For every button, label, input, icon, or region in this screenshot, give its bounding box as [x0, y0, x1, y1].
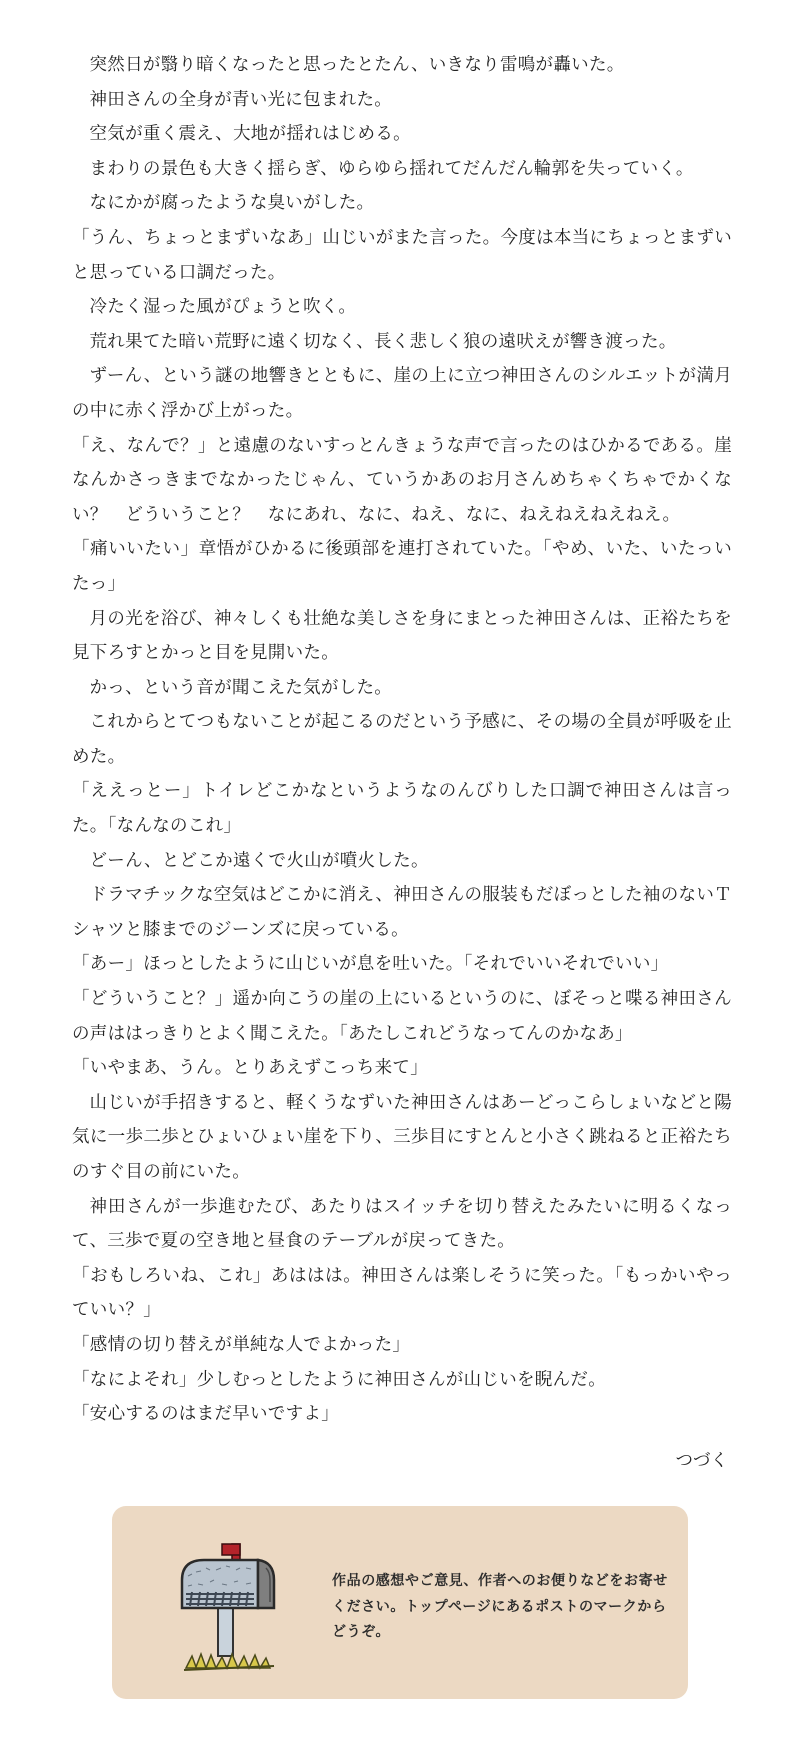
story-paragraph: 突然日が翳り暗くなったと思ったとたん、いきなり雷鳴が轟いた。: [89, 55, 625, 75]
story-paragraph: 神田さんの全身が青い光に包まれた。: [89, 89, 393, 110]
story-paragraph: 「おもしろいね、これ」あははは。神田さんは楽しそうに笑った。「もっかいやっていい？」: [72, 1265, 732, 1321]
feedback-card: [112, 1506, 688, 1699]
story-paragraph: 「いやまあ、うん。とりあえずこっち来て」: [72, 1058, 428, 1079]
story-paragraph: まわりの景色も大きく揺らぎ、ゆらゆら揺れてだんだん輪郭を失っていく。: [89, 158, 694, 179]
story-paragraph: 「あー」ほっとしたように山じいが息を吐いた。「それでいいそれでいい」: [72, 954, 669, 975]
story-paragraph: 月の光を浴び、神々しくも壮絶な美しさを身にまとった神田さんは、正裕たちを見下ろすとかっと目を見開いた。: [72, 608, 732, 664]
story-paragraph: 「どういうこと？」遥か向こうの崖の上にいるというのに、ぼそっと喋る神田さんの声ははっきりとよく聞こえた。「あたしこれどうなってんのかなあ」: [72, 989, 732, 1044]
story-paragraph: 「え、なんで？」と遠慮のないすっとんきょうな声で言ったのはひかるである。崖なんかさっきまでなかったじゃん、ていうかあのお月さんめちゃくちゃでかくない？ どういうこと？ なにあれ、なに、ねえ、なに、ねえねえねえねえ。: [72, 435, 732, 525]
feedback-message: 作品の感想やご意見、作者へのお便りなどをお寄せください。トップページにあるポストのマークからどうぞ。: [332, 1573, 668, 1640]
story-paragraph: 荒れ果てた暗い荒野に遠く切なく、長く悲しく狼の遠吠えが響き渡った。: [89, 331, 677, 352]
story-body: [72, 48, 732, 1432]
story-paragraph: 冷たく湿った風がぴょうと吹く。: [89, 297, 357, 318]
story-paragraph: 神田さんが一歩進むたび、あたりはスイッチを切り替えたみたいに明るくなって、三歩で夏の空き地と昼食のテーブルが戻ってきた。: [72, 1196, 732, 1252]
story-paragraph: かっ、という音が聞こえた気がした。: [89, 677, 393, 698]
story-paragraph: なにかが腐ったような臭いがした。: [89, 193, 375, 214]
continued-label: つづく: [675, 1451, 728, 1471]
mailbox-icon[interactable]: [170, 1528, 290, 1678]
story-paragraph: 「ええっとー」トイレどこかなというようなのんびりした口調で神田さんは言った。「なんなのこれ」: [72, 781, 732, 837]
story-paragraph: ずーん、という謎の地響きとともに、崖の上に立つ神田さんのシルエットが満月の中に赤く浮かび上がった。: [72, 366, 732, 421]
story-paragraph: 「感情の切り替えが単純な人でよかった」: [72, 1334, 411, 1355]
story-paragraph: 「安心するのはまだ早いですよ」: [72, 1404, 339, 1425]
story-paragraph: ドラマチックな空気はどこかに消え、神田さんの服装もだぼっとした袖のないＴシャツと膝までのジーンズに戻っている。: [72, 885, 732, 940]
story-paragraph: 「痛いいたい」章悟がひかるに後頭部を連打されていた。「やめ、いた、いたっいたっ」: [72, 539, 732, 594]
story-paragraph: どーん、とどこか遠くで火山が噴火した。: [89, 850, 429, 871]
story-paragraph: 山じいが手招きすると、軽くうなずいた神田さんはあーどっこらしょいなどと陽気に一歩二歩とひょいひょい崖を下り、三歩目にすとんと小さく跳ねると正裕たちのすぐ目の前にいた。: [72, 1092, 732, 1182]
story-paragraph: これからとてつもないことが起こるのだという予感に、その場の全員が呼吸を止めた。: [72, 712, 732, 767]
story-paragraph: 空気が重く震え、大地が揺れはじめる。: [89, 124, 411, 145]
story-paragraph: 「うん、ちょっとまずいなあ」山じいがまた言った。今度は本当にちょっとまずいと思っている口調だった。: [72, 227, 732, 283]
story-paragraph: 「なによそれ」少しむっとしたように神田さんが山じいを睨んだ。: [72, 1369, 606, 1390]
